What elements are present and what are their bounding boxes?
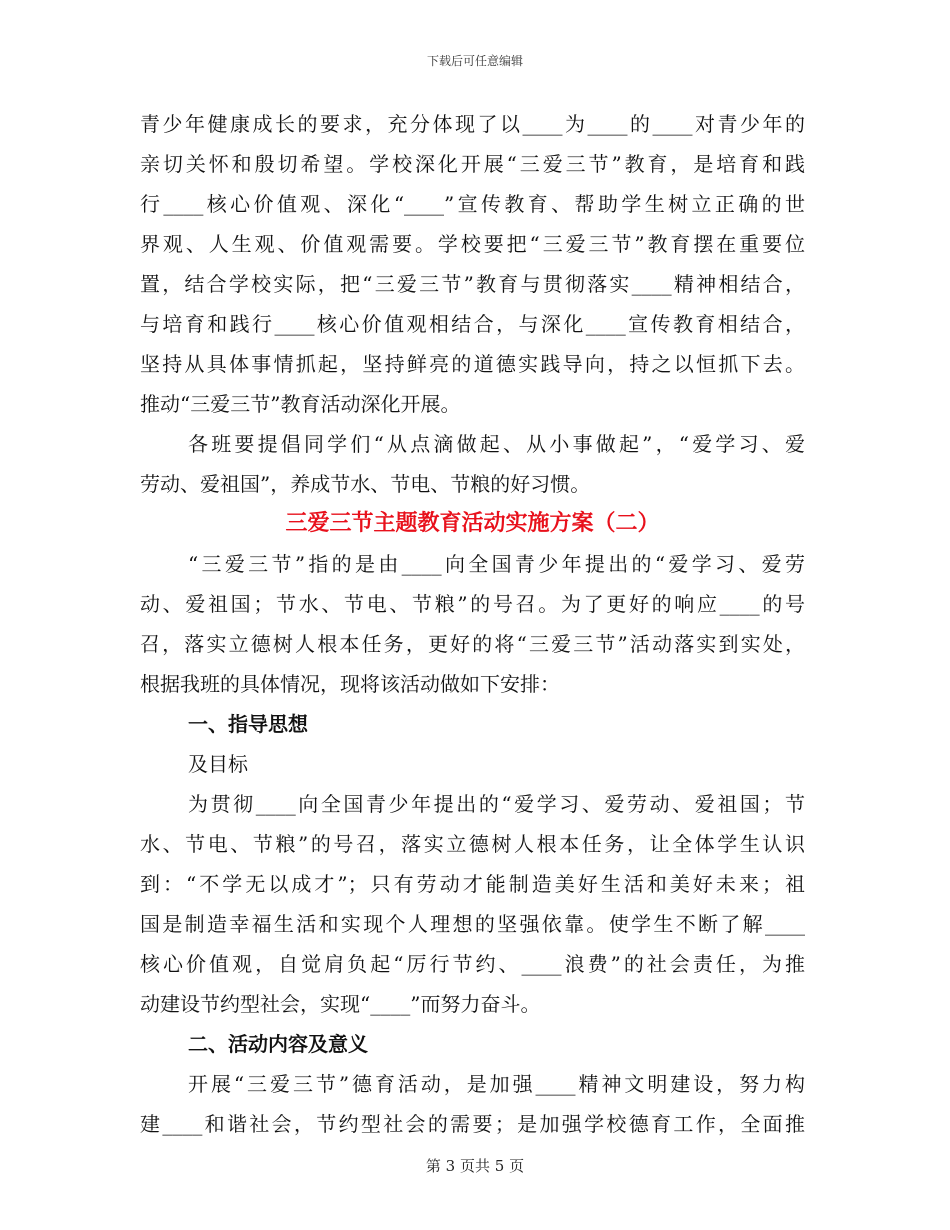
subheading-goals: 及目标 bbox=[188, 752, 248, 776]
heading-guiding-ideology: 一、指导思想 bbox=[188, 712, 308, 736]
page-header-note: 下载后可任意编辑 bbox=[426, 54, 523, 68]
text-line: 行____核心价值观、深化“____”宣传教育、帮助学生树立正确的世 bbox=[140, 192, 805, 216]
text-line: 推动“三爱三节”教育活动深化开展。 bbox=[140, 392, 461, 416]
text-line: “三爱三节”指的是由____向全国青少年提出的“爱学习、爱劳 bbox=[188, 552, 805, 576]
text-line: 劳动、爱祖国”，养成节水、节电、节粮的好习惯。 bbox=[140, 472, 591, 496]
text-line: 界观、人生观、价值观需要。学校要把“三爱三节”教育摆在重要位 bbox=[140, 232, 805, 256]
text-line: 为贯彻____向全国青少年提出的“爱学习、爱劳动、爱祖国；节 bbox=[188, 792, 805, 816]
text-line: 核心价值观，自觉肩负起“厉行节约、____浪费”的社会责任，为推 bbox=[140, 952, 805, 976]
text-line: 动、爱祖国；节水、节电、节粮”的号召。为了更好的响应____的号 bbox=[140, 592, 805, 616]
text-line: 各班要提倡同学们“从点滴做起、从小事做起”，“爱学习、爱 bbox=[188, 432, 805, 456]
text-line: 到：“不学无以成才”；只有劳动才能制造美好生活和美好未来；祖 bbox=[140, 872, 805, 896]
text-line: 与培育和践行____核心价值观相结合，与深化____宣传教育相结合， bbox=[140, 312, 805, 336]
text-line: 根据我班的具体情况，现将该活动做如下安排： bbox=[140, 672, 560, 696]
text-line: 青少年健康成长的要求，充分体现了以____为____的____对青少年的 bbox=[140, 112, 805, 136]
text-line: 建____和谐社会，节约型社会的需要；是加强学校德育工作，全面推 bbox=[140, 1112, 805, 1136]
text-line: 动建设节约型社会，实现“____”而努力奋斗。 bbox=[140, 992, 541, 1016]
heading-activity-content: 二、活动内容及意义 bbox=[188, 1032, 368, 1056]
text-line: 坚持从具体事情抓起，坚持鲜亮的道德实践导向，持之以恒抓下去。 bbox=[140, 352, 805, 376]
text-line: 水、节电、节粮”的号召，落实立德树人根本任务，让全体学生认识 bbox=[140, 832, 805, 856]
section-title: 三爱三节主题教育活动实施方案（二） bbox=[285, 511, 660, 536]
page-number: 第 3 页共 5 页 bbox=[425, 1157, 525, 1175]
text-line: 开展“三爱三节”德育活动，是加强____精神文明建设，努力构 bbox=[188, 1072, 805, 1096]
document-body bbox=[140, 104, 805, 1144]
text-line: 置，结合学校实际，把“三爱三节”教育与贯彻落实____精神相结合， bbox=[140, 272, 805, 296]
text-line: 召，落实立德树人根本任务，更好的将“三爱三节”活动落实到实处， bbox=[140, 632, 805, 656]
text-line: 亲切关怀和殷切希望。学校深化开展“三爱三节”教育，是培育和践 bbox=[140, 152, 805, 176]
text-line: 国是制造幸福生活和实现个人理想的坚强依靠。使学生不断了解____ bbox=[140, 912, 805, 936]
